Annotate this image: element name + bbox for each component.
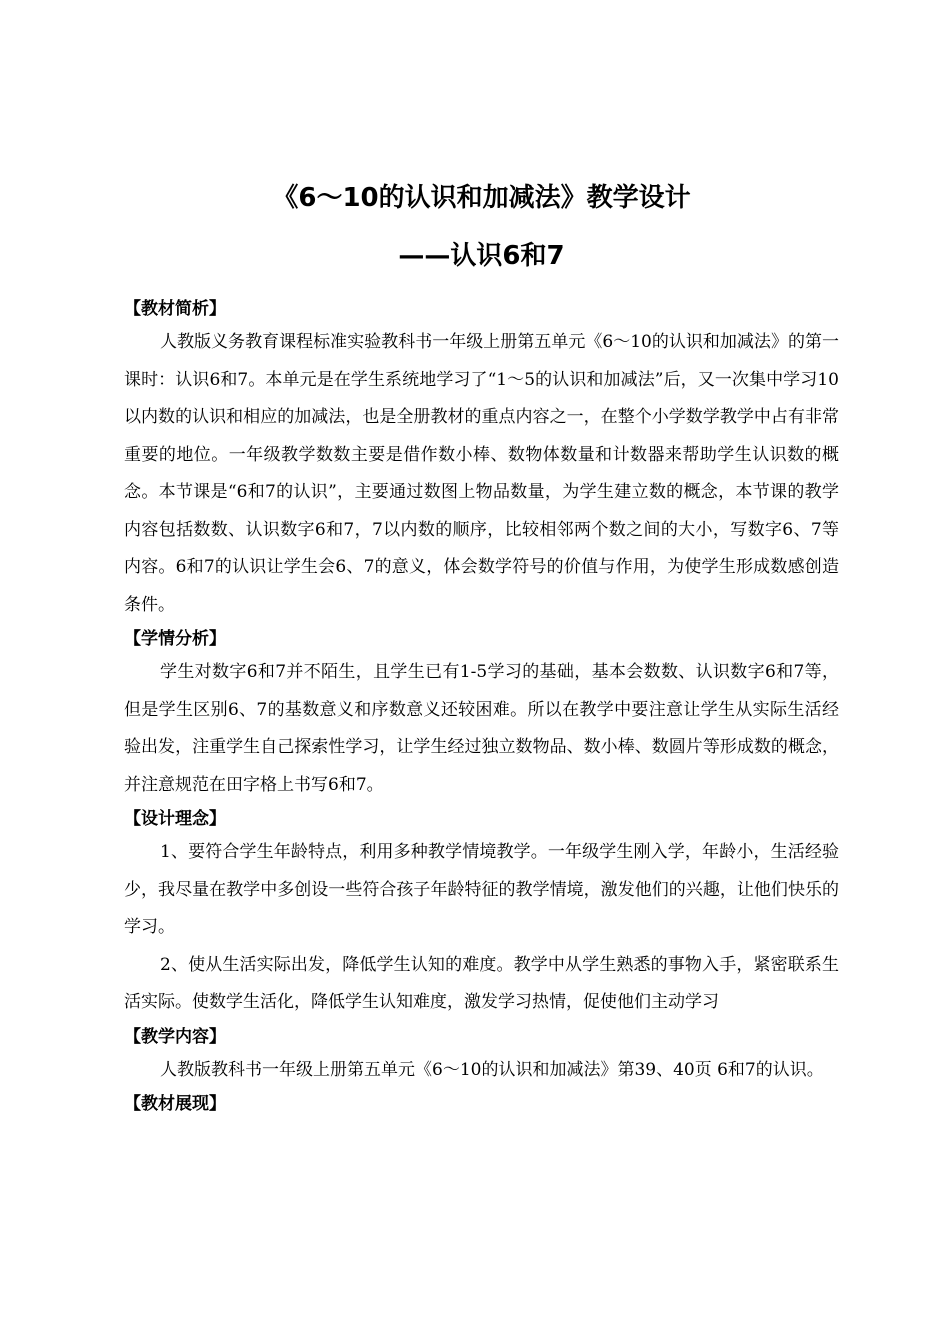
section-paragraph: 人教版义务教育课程标准实验教科书一年级上册第五单元《6～10的认识和加减法》的第一课时：认识6和7。本单元是在学生系统地学习了“1～5的认识和加减法”后，又一次集中学习10以内数的认识和相应的加减法，也是全册教材的重点内容之一，在整个小学数学教学中占有非常重要的地位。一年级教学数数主要是借作数小棒、数物体数量和计数器来帮助学生认识数的概念。本节课是“6和7的认识”，主要通过数图上物品数量，为学生建立数的概念，本节课的教学内容包括数数、认识数字6和7，7以内数的顺序，比较相邻两个数之间的大小，写数字6、7等内容。6和7的认识让学生会6、7的意义，体会数学符号的价值与作用，为使学生形成数感创造条件。 xyxy=(124,332,839,615)
section-paragraph: 学生对数字6和7并不陌生，且学生已有1-5学习的基础，基本会数数、认识数字6和7等，但是学生区别6、7的基数意义和序数意义还较困难。所以在教学中要注意让学生从实际生活经验出发，注重学生自己探索性学习，让学生经过独立数物品、数小棒、数圆片等形成数的概念，并注意规范在田字格上书写6和7。 xyxy=(124,662,839,795)
section-heading: 【学情分析】 xyxy=(124,629,226,649)
section-heading: 【设计理念】 xyxy=(124,809,226,829)
section-heading: 【教材展现】 xyxy=(124,1094,226,1114)
document-page xyxy=(124,180,839,1119)
document-subtitle: ——认识6和7 xyxy=(398,241,565,271)
section-teaching-content xyxy=(124,1022,839,1090)
section-paragraph: 2、使从生活实际出发，降低学生认知的难度。教学中从学生熟悉的事物入手，紧密联系生活实际。使数学生活化，降低学生认知难度，激发学习热情，促使他们主动学习 xyxy=(124,954,839,1012)
section-paragraph: 人教版教科书一年级上册第五单元《6～10的认识和加减法》第39、40页 6和7的认识。 xyxy=(160,1059,824,1080)
section-heading: 【教学内容】 xyxy=(124,1026,226,1047)
section-student-analysis xyxy=(124,624,839,804)
section-design-concept xyxy=(124,804,839,1022)
section-heading: 【教材简析】 xyxy=(124,299,226,319)
section-paragraph: 1、要符合学生年龄特点，利用多种教学情境教学。一年级学生刚入学，年龄小，生活经验少，我尽量在教学中多创设一些符合孩子年龄特征的教学情境，激发他们的兴趣，让他们快乐的学习。 xyxy=(124,842,839,937)
document-title: 《6～10的认识和加减法》教学设计 xyxy=(272,183,691,213)
section-textbook-display xyxy=(124,1089,839,1119)
section-textbook-analysis xyxy=(124,294,839,624)
